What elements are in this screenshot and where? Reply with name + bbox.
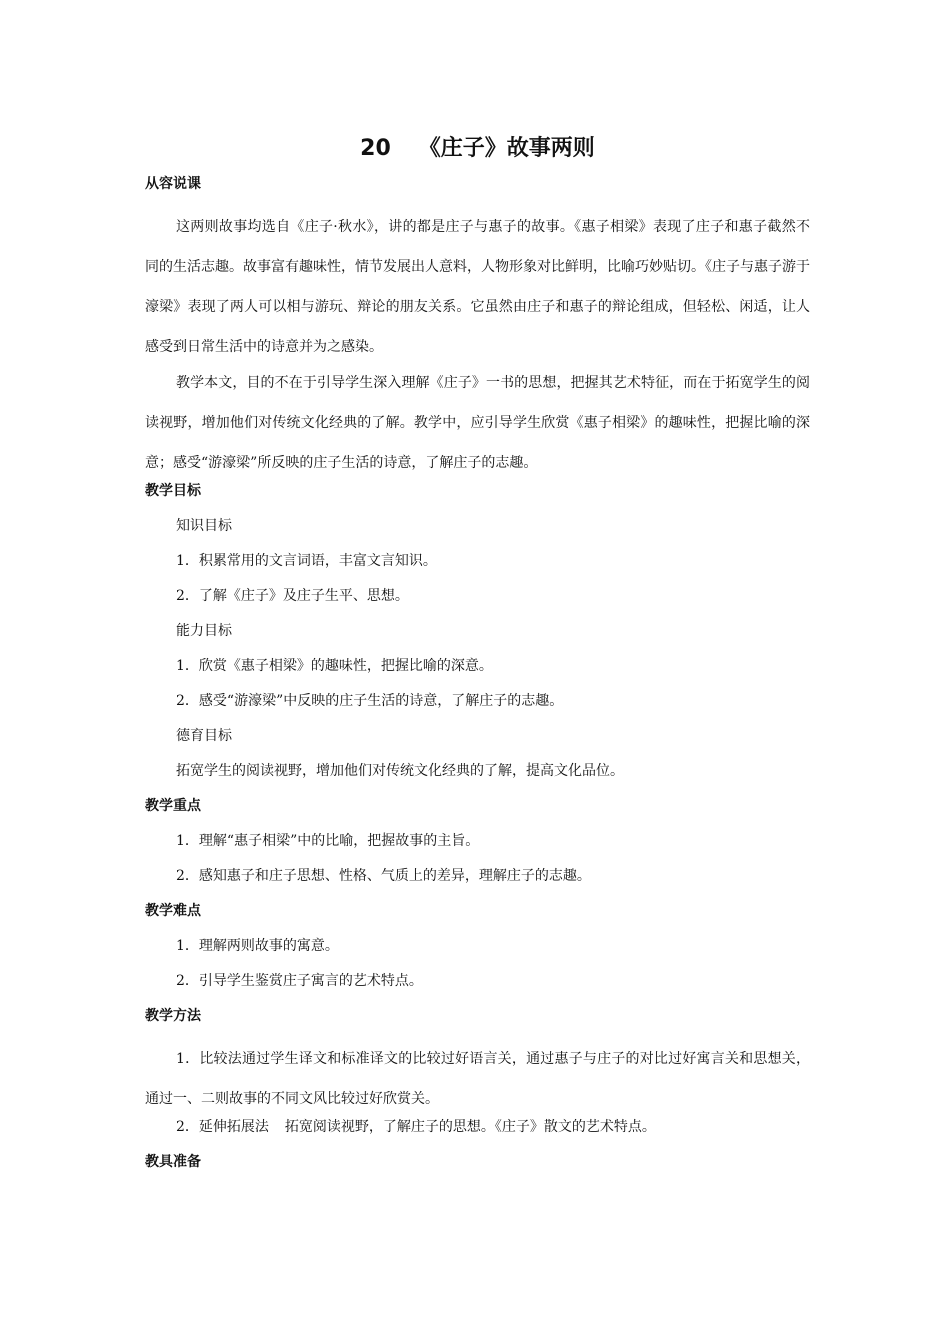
key-point-item: 1．理解“惠子相梁”中的比喻，把握故事的主旨。	[176, 833, 480, 849]
document-title	[145, 132, 810, 166]
intro-paragraph-2: 教学本文，目的不在于引导学生深入理解《庄子》一书的思想，把握其艺术特征，而在于拓宽学生的阅读视野，增加他们对传统文化经典的了解。教学中，应引导学生欣赏《惠子相梁》的趣味性，把握比喻的深意；感受“游濠梁”所反映的庄子生活的诗意，了解庄子的志趣。	[145, 375, 810, 471]
ability-objective-item: 1．欣赏《惠子相梁》的趣味性，把握比喻的深意。	[176, 658, 493, 674]
moral-objectives-label: 德育目标	[176, 728, 232, 744]
difficulty-item: 1．理解两则故事的寓意。	[176, 938, 339, 954]
method-description: 通过学生译文和标准译文的比较过好语言关，通过惠子与庄子的对比过好寓言关和思想关，通过一、二则故事的不同文风比较过好欣赏关。	[145, 1051, 810, 1107]
key-point-item: 2．感知惠子和庄子思想、性格、气质上的差异，理解庄子的志趣。	[176, 868, 591, 884]
method-item-extension	[145, 1115, 810, 1150]
knowledge-objective-item: 2．了解《庄子》及庄子生平、思想。	[176, 588, 409, 604]
moral-objective-text: 拓宽学生的阅读视野，增加他们对传统文化经典的了解，提高文化品位。	[176, 763, 624, 779]
method-name: 2．延伸拓展法	[176, 1119, 269, 1135]
intro-paragraph-1: 这两则故事均选自《庄子·秋水》，讲的都是庄子与惠子的故事。《惠子相梁》表现了庄子和惠子截然不同的生活志趣。故事富有趣味性，情节发展出人意料，人物形象对比鲜明，比喻巧妙贴切。《庄子与惠子游于濠梁》表现了两人可以相与游玩、辩论的朋友关系。它虽然由庄子和惠子的辩论组成，但轻松、闲适，让人感受到日常生活中的诗意并为之感染。	[145, 219, 810, 355]
section-heading-key-points: 教学重点	[145, 798, 201, 814]
method-description: 拓宽阅读视野，了解庄子的思想。《庄子》散文的艺术特点。	[284, 1119, 656, 1135]
difficulty-item: 2．引导学生鉴赏庄子寓言的艺术特点。	[176, 973, 423, 989]
ability-objective-item: 2．感受“游濠梁”中反映的庄子生活的诗意，了解庄子的志趣。	[176, 693, 564, 709]
document-page	[145, 132, 810, 1185]
lesson-title: 《庄子》故事两则	[418, 136, 595, 161]
lesson-number: 20	[360, 136, 391, 161]
method-name: 1．比较法	[176, 1051, 242, 1067]
knowledge-objective-item: 1．积累常用的文言词语，丰富文言知识。	[176, 553, 437, 569]
ability-objectives-label: 能力目标	[176, 623, 232, 639]
knowledge-objectives-label: 知识目标	[176, 518, 232, 534]
section-heading-methods: 教学方法	[145, 1008, 201, 1024]
method-item-comparison	[145, 1039, 810, 1119]
section-heading-tools: 教具准备	[145, 1154, 201, 1170]
section-heading-intro: 从容说课	[145, 176, 201, 192]
section-heading-difficulties: 教学难点	[145, 903, 201, 919]
section-heading-objectives: 教学目标	[145, 483, 201, 499]
